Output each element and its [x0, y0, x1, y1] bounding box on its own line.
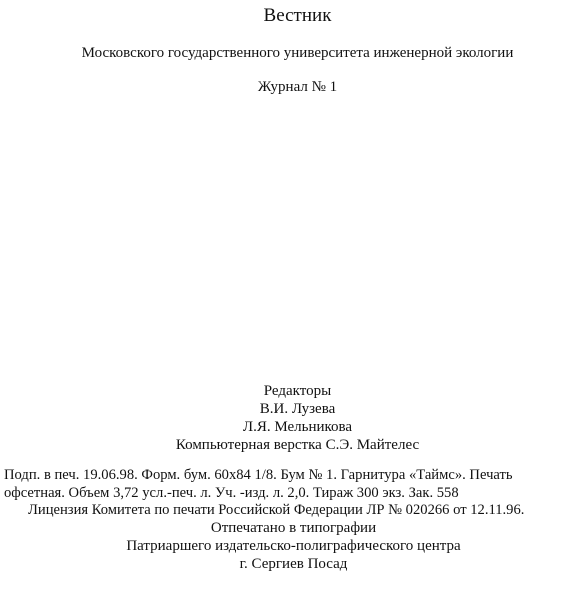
- layout-credit: Компьютерная верстка С.Э. Майтелес: [175, 437, 420, 453]
- editors-heading: Редакторы: [263, 383, 332, 399]
- editor-name: Л.Я. Мельникова: [242, 419, 353, 435]
- printer-name: Патриаршего издательско-полиграфического центра: [126, 538, 461, 554]
- printed-at: Отпечатано в типографии: [210, 520, 377, 536]
- editor-name: В.И. Лузева: [259, 401, 336, 417]
- publication-title: Вестник: [263, 5, 332, 26]
- imprint-details-line-2: офсетная. Объем 3,72 усл.-печ. л. Уч. -изд. л. 2,0. Тираж 300 экз. Зак. 558: [4, 485, 459, 501]
- university-name: Московского государственного университета инженерной экологии: [81, 45, 514, 61]
- license-statement: Лицензия Комитета по печати Российской Федерации ЛР № 020266 от 12.11.96.: [28, 502, 525, 518]
- imprint-details-line-1: Подп. в печ. 19.06.98. Форм. бум. 60x84 1/8. Бум № 1. Гарнитура «Таймс». Печать: [4, 467, 513, 483]
- journal-number: Журнал № 1: [257, 79, 338, 95]
- printer-city: г. Сергиев Посад: [239, 556, 348, 572]
